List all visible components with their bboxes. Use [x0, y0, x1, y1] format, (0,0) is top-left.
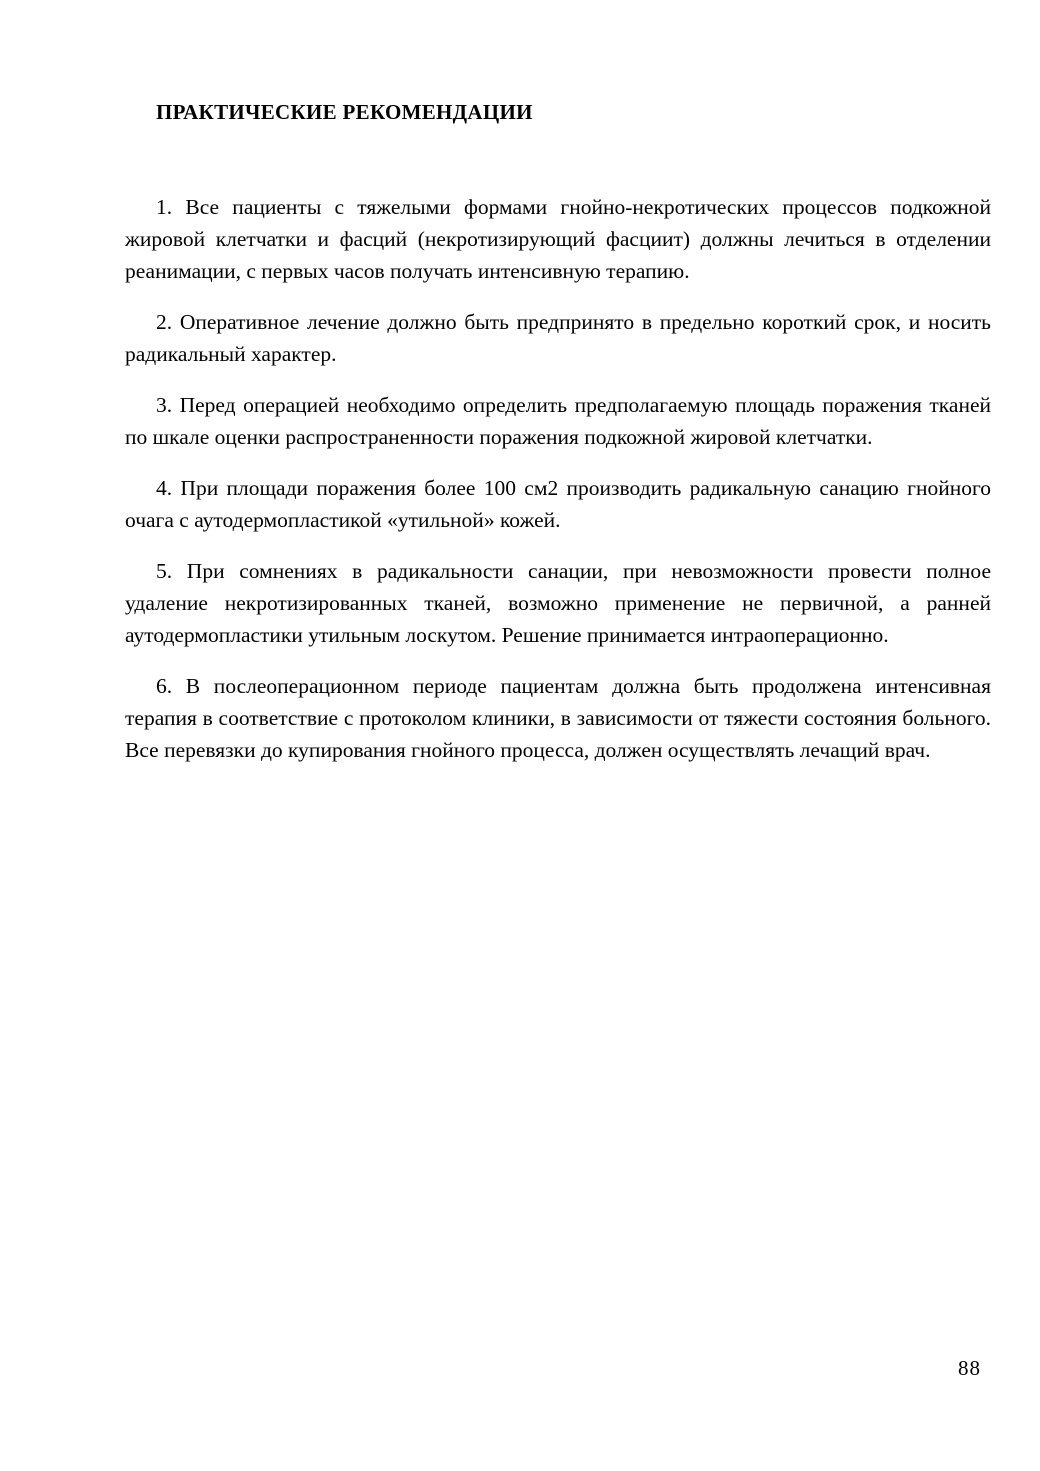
recommendation-paragraph-4: 4. При площади поражения более 100 см2 производить радикальную санацию гнойного очага с аутодермопластикой «утильной» кожей. [125, 476, 991, 532]
recommendations-list [125, 191, 991, 785]
recommendation-paragraph-1: 1. Все пациенты с тяжелыми формами гнойно-некротических процессов подкожной жировой клетчатки и фасций (некротизирующий фасциит) должны лечиться в отделении реанимации, с первых часов получать интенсивную терапию. [125, 195, 991, 283]
section-heading: ПРАКТИЧЕСКИЕ РЕКОМЕНДАЦИИ [156, 100, 533, 124]
recommendation-paragraph-6: 6. В послеоперационном периоде пациентам должна быть продолжена интенсивная терапия в соответствие с протоколом клиники, в зависимости от тяжести состояния больного. Все перевязки до купирования гнойного процесса, должен осуществлять лечащий врач. [125, 674, 991, 762]
recommendation-paragraph-5: 5. При сомнениях в радикальности санации, при невозможности провести полное удаление некротизированных тканей, возможно применение не первичной, а ранней аутодермопластики утильным лоскутом. Решение принимается интраоперационно. [125, 559, 991, 647]
recommendation-paragraph-2: 2. Оперативное лечение должно быть предпринято в предельно короткий срок, и носить радикальный характер. [125, 310, 991, 366]
recommendation-paragraph-3: 3. Перед операцией необходимо определить предполагаемую площадь поражения тканей по шкале оценки распространенности поражения подкожной жировой клетчатки. [125, 393, 991, 449]
page-number: 88 [958, 1356, 981, 1380]
